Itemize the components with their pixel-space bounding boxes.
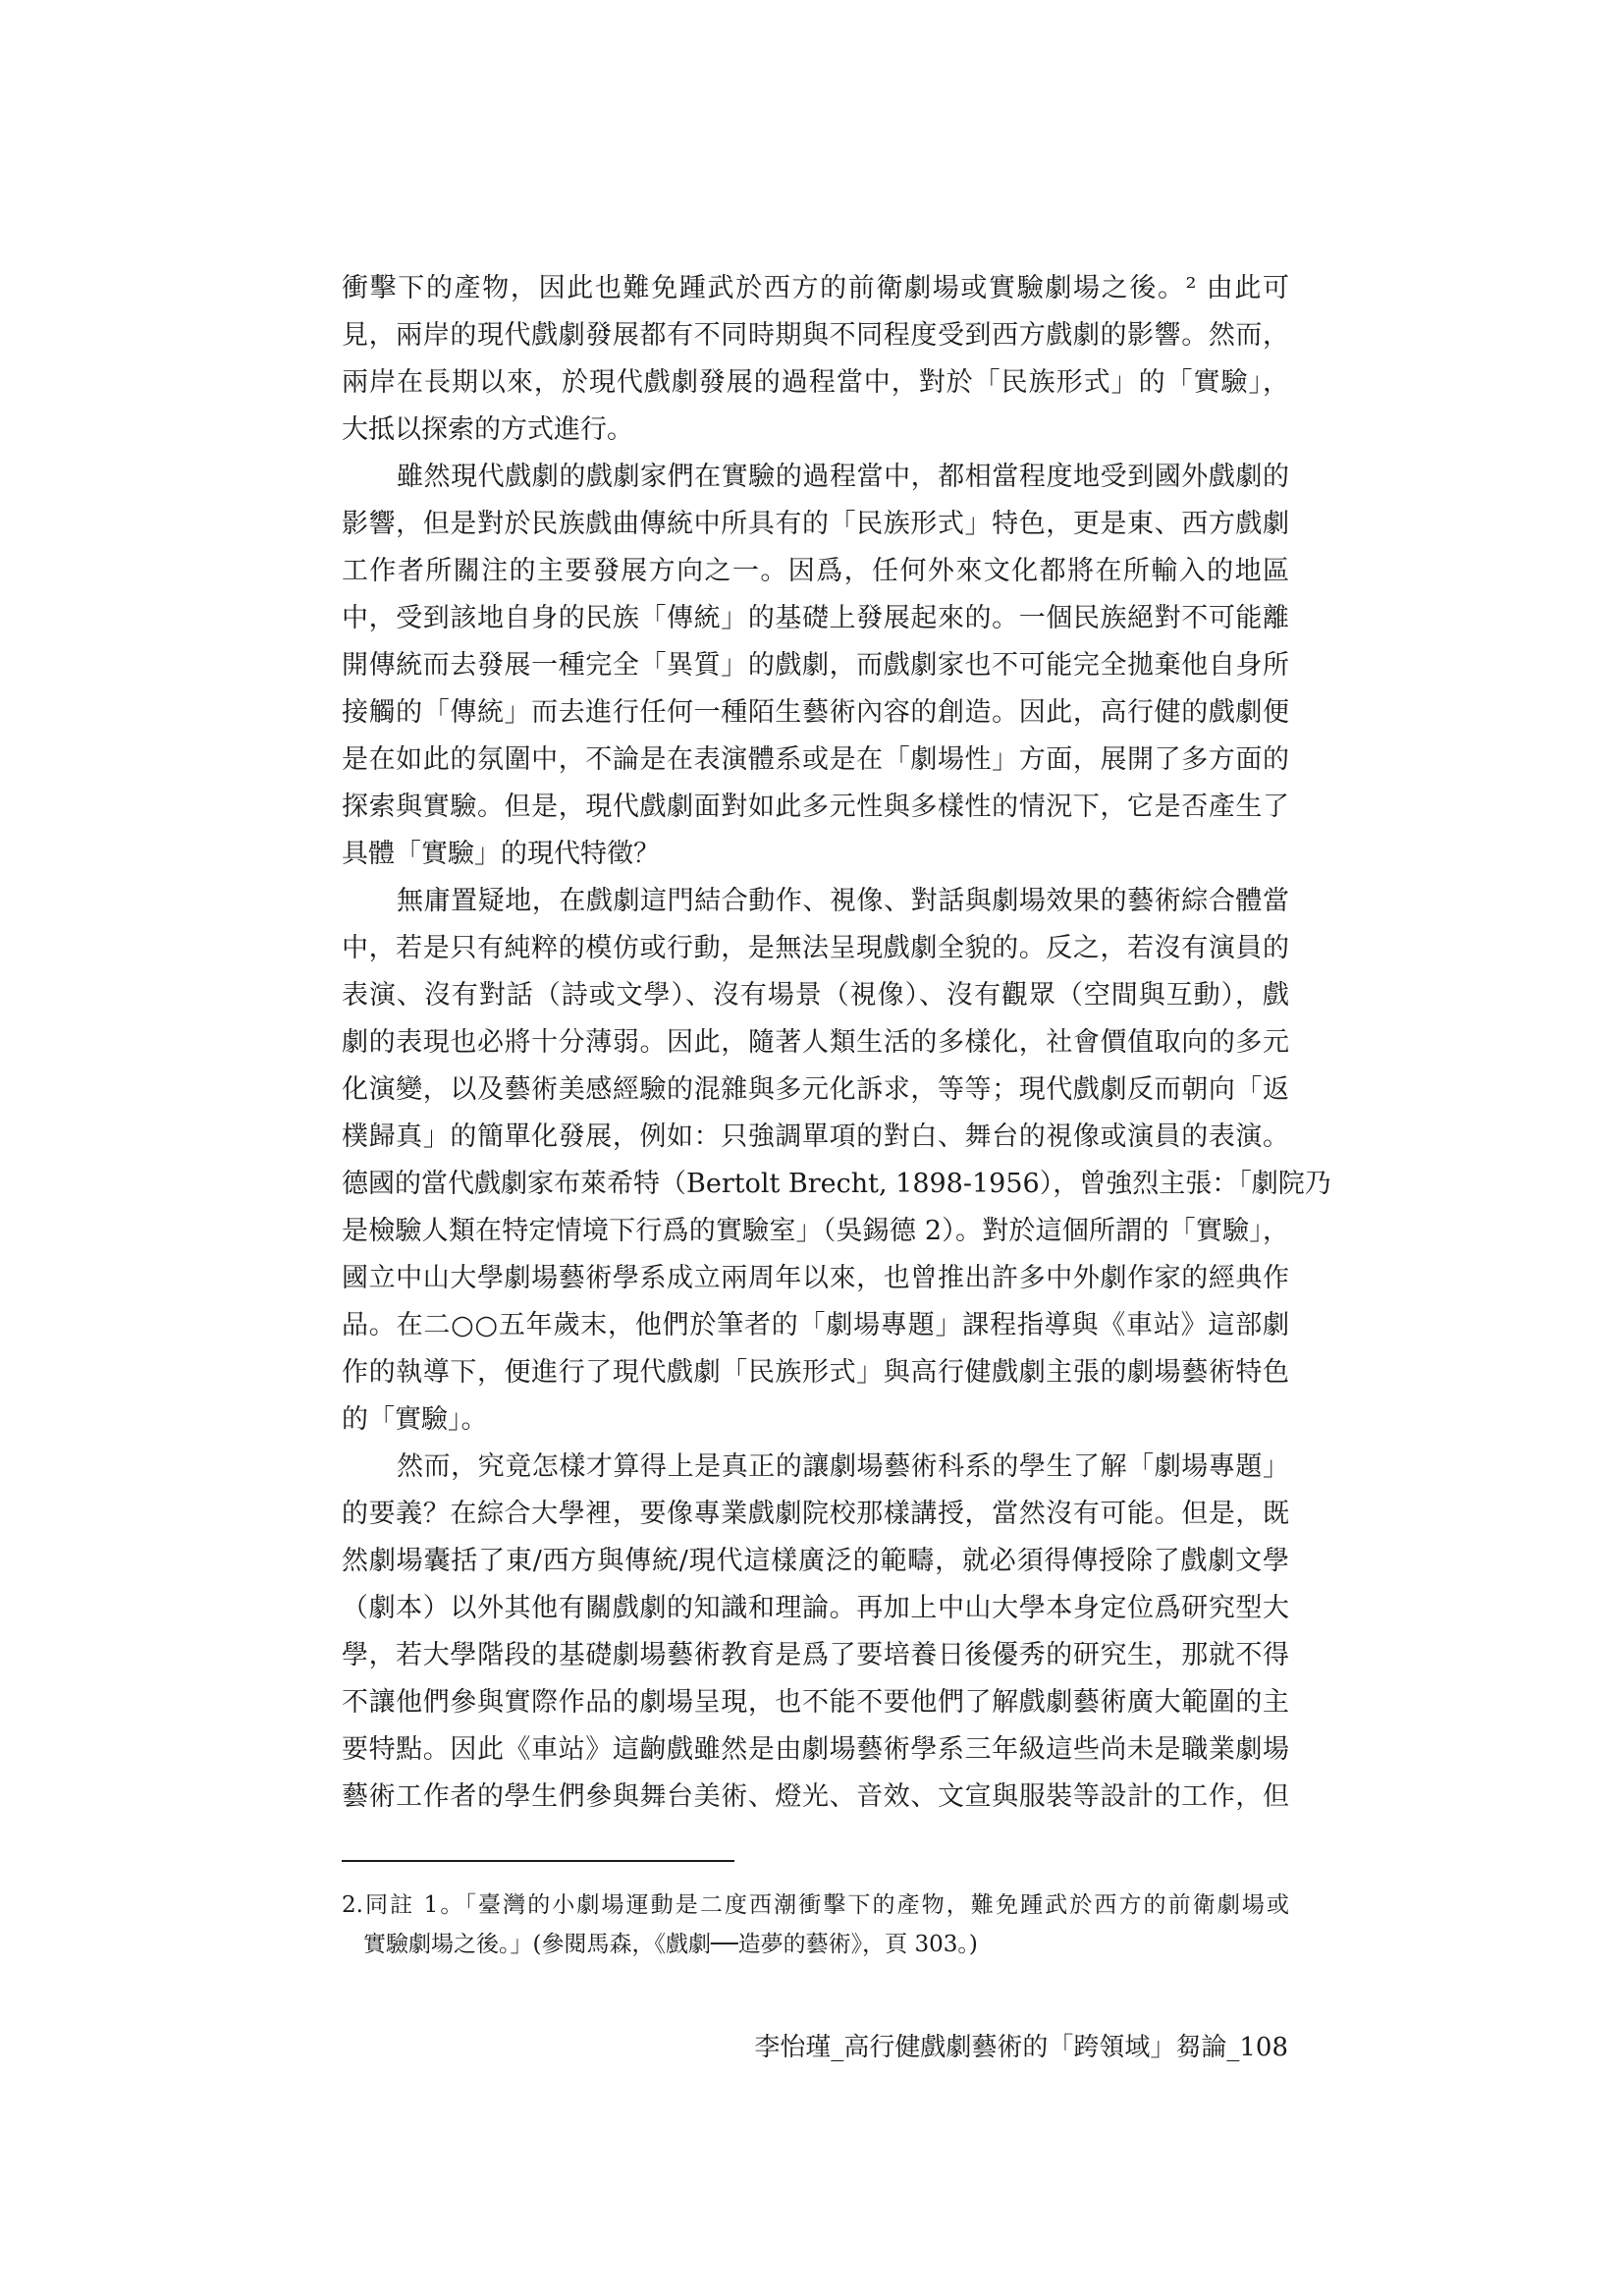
text-line: 接觸的「傳統」而去進行任何一種陌生藝術內容的創造。因此，高行健的戲劇便 [342, 697, 1289, 728]
text-line: 中，若是只有純粹的模仿或行動，是無法呈現戲劇全貌的。反之，若沒有演員的 [342, 933, 1289, 963]
text-line: 的要義？在綜合大學裡，要像專業戲劇院校那樣講授，當然沒有可能。但是，既 [342, 1499, 1289, 1529]
text-line: 是檢驗人類在特定情境下行爲的實驗室」（吳錫德 2）。對於這個所謂的「實驗」， [342, 1216, 1289, 1246]
text-line: 要特點。因此《車站》這齣戲雖然是由劇場藝術學系三年級這些尚未是職業劇場 [342, 1734, 1289, 1765]
text-line: 工作者所關注的主要發展方向之一。因爲，任何外來文化都將在所輸入的地區 [342, 556, 1289, 586]
text-line: 探索與實驗。但是，現代戲劇面對如此多元性與多樣性的情況下，它是否產生了 [342, 792, 1289, 822]
body-text [342, 265, 1331, 1821]
text-line: 具體「實驗」的現代特徵？ [342, 839, 660, 869]
text-line: 開傳統而去發展一種完全「異質」的戲劇，而戲劇家也不可能完全拋棄他自身所 [342, 650, 1289, 681]
text-line: （劇本）以外其他有關戲劇的知識和理論。再加上中山大學本身定位爲研究型大 [342, 1593, 1289, 1623]
text-line: 中，受到該地自身的民族「傳統」的基礎上發展起來的。一個民族絕對不可能離 [342, 603, 1289, 633]
footnote-line: 實驗劇場之後。」(參閱馬森，《戲劇──造夢的藝術》，頁 303。) [363, 1932, 978, 1957]
text-line: 作的執導下，便進行了現代戲劇「民族形式」與高行健戲劇主張的劇場藝術特色 [342, 1357, 1289, 1388]
text-line: 國立中山大學劇場藝術學系成立兩周年以來，也曾推出許多中外劇作家的經典作 [342, 1263, 1289, 1293]
text-line: 大抵以探索的方式進行。 [342, 414, 633, 445]
paragraph-first-line: 然而，究竟怎樣才算得上是真正的讓劇場藝術科系的學生了解「劇場專題」 [397, 1451, 1289, 1482]
text-line: 衝擊下的產物，因此也難免踵武於西方的前衛劇場或實驗劇場之後。² 由此可 [342, 273, 1289, 303]
text-line: 德國的當代戲劇家布萊希特（Bertolt Brecht, 1898-1956），曾強烈主張：「劇院乃 [342, 1169, 1331, 1199]
text-line: 的「實驗」。 [342, 1404, 488, 1435]
text-line: 劇的表現也必將十分薄弱。因此，隨著人類生活的多樣化，社會價值取向的多元 [342, 1027, 1289, 1058]
text-line: 化演變，以及藝術美感經驗的混雜與多元化訴求，等等；現代戲劇反而朝向「返 [342, 1074, 1289, 1105]
text-line: 不讓他們參與實際作品的劇場呈現，也不能不要他們了解戲劇藝術廣大範圍的主 [342, 1687, 1289, 1718]
text-line: 兩岸在長期以來，於現代戲劇發展的過程當中，對於「民族形式」的「實驗」， [342, 367, 1289, 398]
text-line: 是在如此的氛圍中，不論是在表演體系或是在「劇場性」方面，展開了多方面的 [342, 744, 1289, 775]
text-line: 品。在二○○五年歲末，他們於筆者的「劇場專題」課程指導與《車站》這部劇 [342, 1310, 1289, 1340]
text-line: 影響，但是對於民族戲曲傳統中所具有的「民族形式」特色，更是東、西方戲劇 [342, 509, 1289, 539]
text-line: 樸歸真」的簡單化發展，例如：只強調單項的對白、舞台的視像或演員的表演。 [342, 1121, 1289, 1152]
footnote-line: 2.同註 1。「臺灣的小劇場運動是二度西潮衝擊下的產物，難免踵武於西方的前衛劇場或 [342, 1892, 1289, 1918]
footnote [342, 1886, 1289, 1964]
running-footer: 李怡瑾_高行健戲劇藝術的「跨領域」芻論_108 [754, 2033, 1288, 2062]
text-line: 表演、沒有對話（詩或文學）、沒有場景（視像）、沒有觀眾（空間與互動），戲 [342, 980, 1289, 1011]
text-line: 學，若大學階段的基礎劇場藝術教育是爲了要培養日後優秀的研究生，那就不得 [342, 1640, 1289, 1670]
text-line: 見，兩岸的現代戲劇發展都有不同時期與不同程度受到西方戲劇的影響。然而， [342, 320, 1289, 351]
paragraph-first-line: 雖然現代戲劇的戲劇家們在實驗的過程當中，都相當程度地受到國外戲劇的 [397, 462, 1289, 492]
paragraph-first-line: 無庸置疑地，在戲劇這門結合動作、視像、對話與劇場效果的藝術綜合體當 [397, 886, 1289, 916]
text-line: 藝術工作者的學生們參與舞台美術、燈光、音效、文宣與服裝等設計的工作，但 [342, 1781, 1289, 1812]
footnote-divider [342, 1860, 734, 1862]
text-line: 然劇場囊括了東/西方與傳統/現代這樣廣泛的範疇，就必須得傳授除了戲劇文學 [342, 1546, 1289, 1576]
